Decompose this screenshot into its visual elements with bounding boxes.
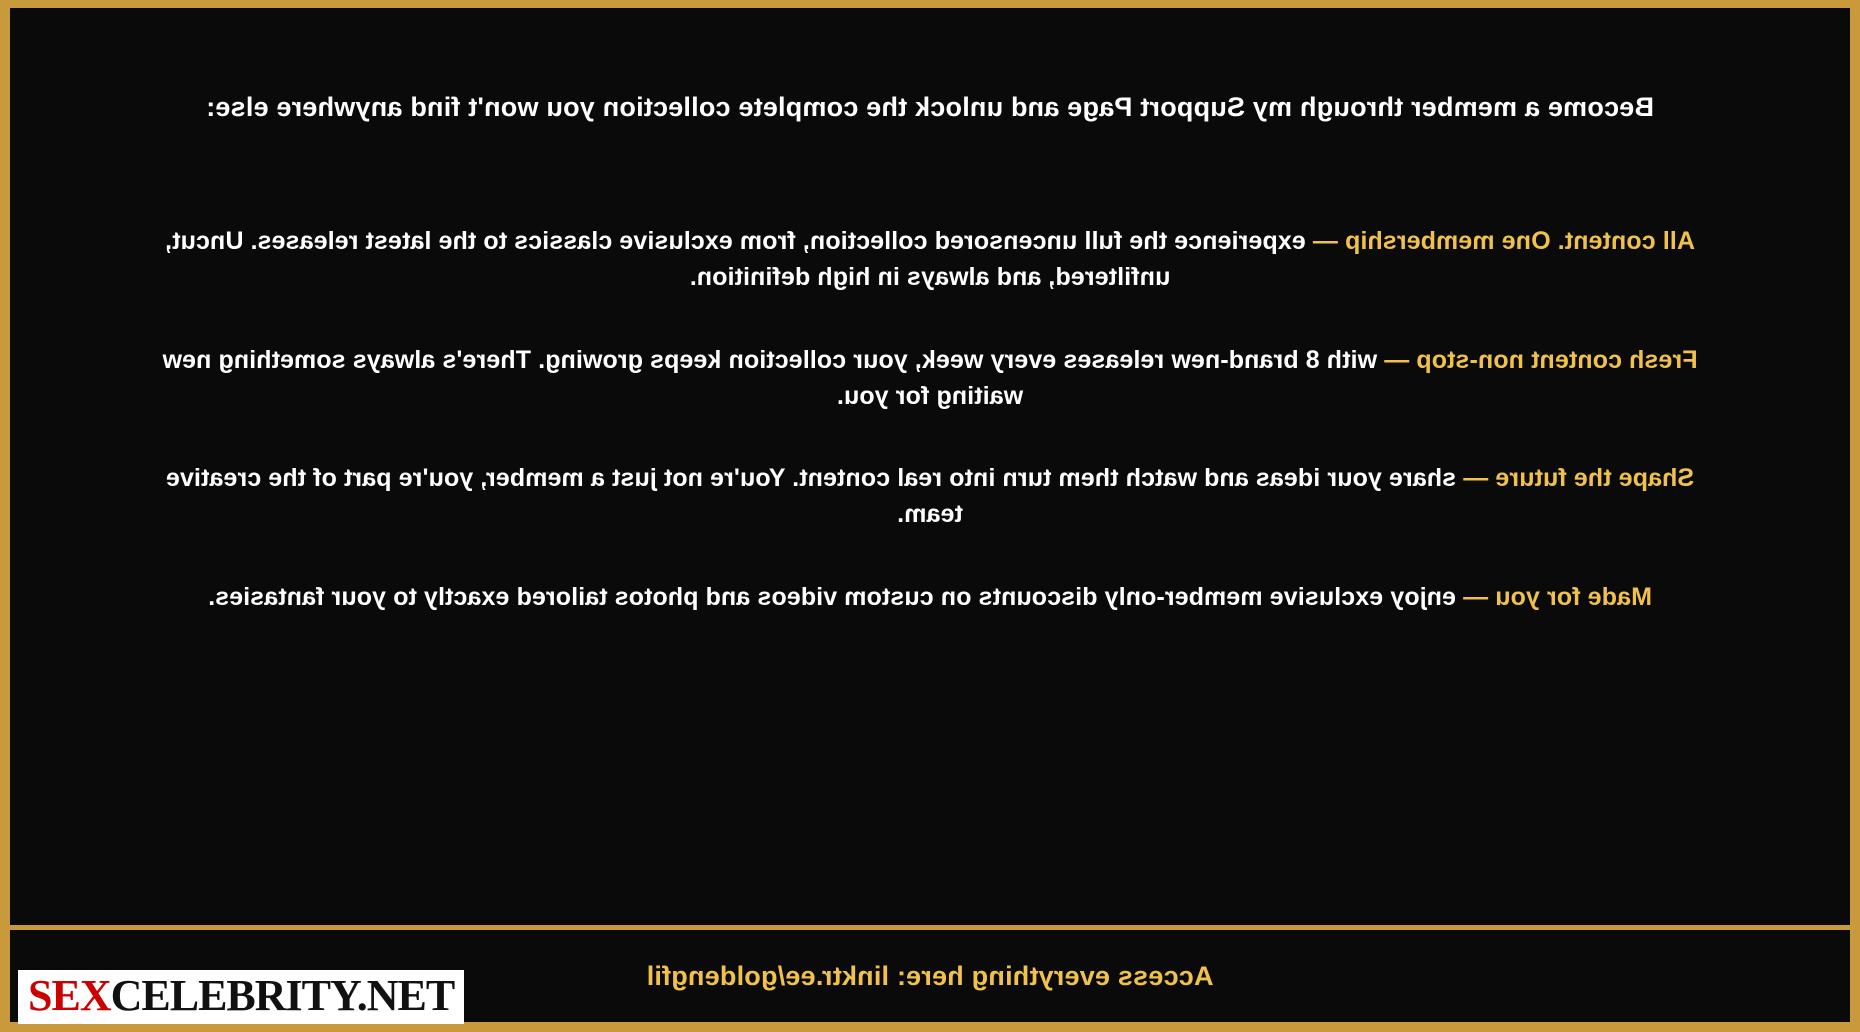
benefit-text: with 8 brand-new releases every week, your collection keeps growing. There's always something new waiting for you. (162, 345, 1385, 410)
benefit-list (80, 223, 1780, 615)
promo-card (10, 8, 1850, 1022)
list-item (150, 460, 1710, 533)
footer-link[interactable]: linktr.ee/goldengfil (646, 960, 890, 991)
list-item (150, 342, 1710, 415)
page-title: Become a member through my Support Page and unlock the complete collection you won't find anywhere else: (206, 92, 1654, 122)
footer-cta[interactable] (647, 961, 1214, 992)
benefit-lead: Made for you — (1463, 582, 1652, 611)
watermark (18, 970, 464, 1024)
promo-content (10, 8, 1850, 925)
benefit-lead: Fresh content non-stop — (1384, 345, 1698, 374)
footer-label: Access everything here: (896, 960, 1214, 991)
benefit-lead: All content. One membership — (1312, 227, 1695, 256)
watermark-part-b: CELEBRITY.NET (110, 971, 455, 1020)
benefit-lead: Shape the future — (1463, 464, 1695, 493)
list-item (150, 223, 1710, 296)
list-item (208, 579, 1652, 615)
benefit-text: experience the full uncensored collection, from exclusive classics to the latest releases. Uncut, unfiltered, and always in high definition. (165, 227, 1313, 292)
benefit-text: share your ideas and watch them turn into real content. You're not just a member, you're part of the creative team. (165, 464, 1464, 529)
benefit-text: enjoy exclusive member-only discounts on custom videos and photos tailored exactly to your fantasies. (208, 582, 1464, 611)
watermark-part-a: SEX (28, 971, 111, 1020)
